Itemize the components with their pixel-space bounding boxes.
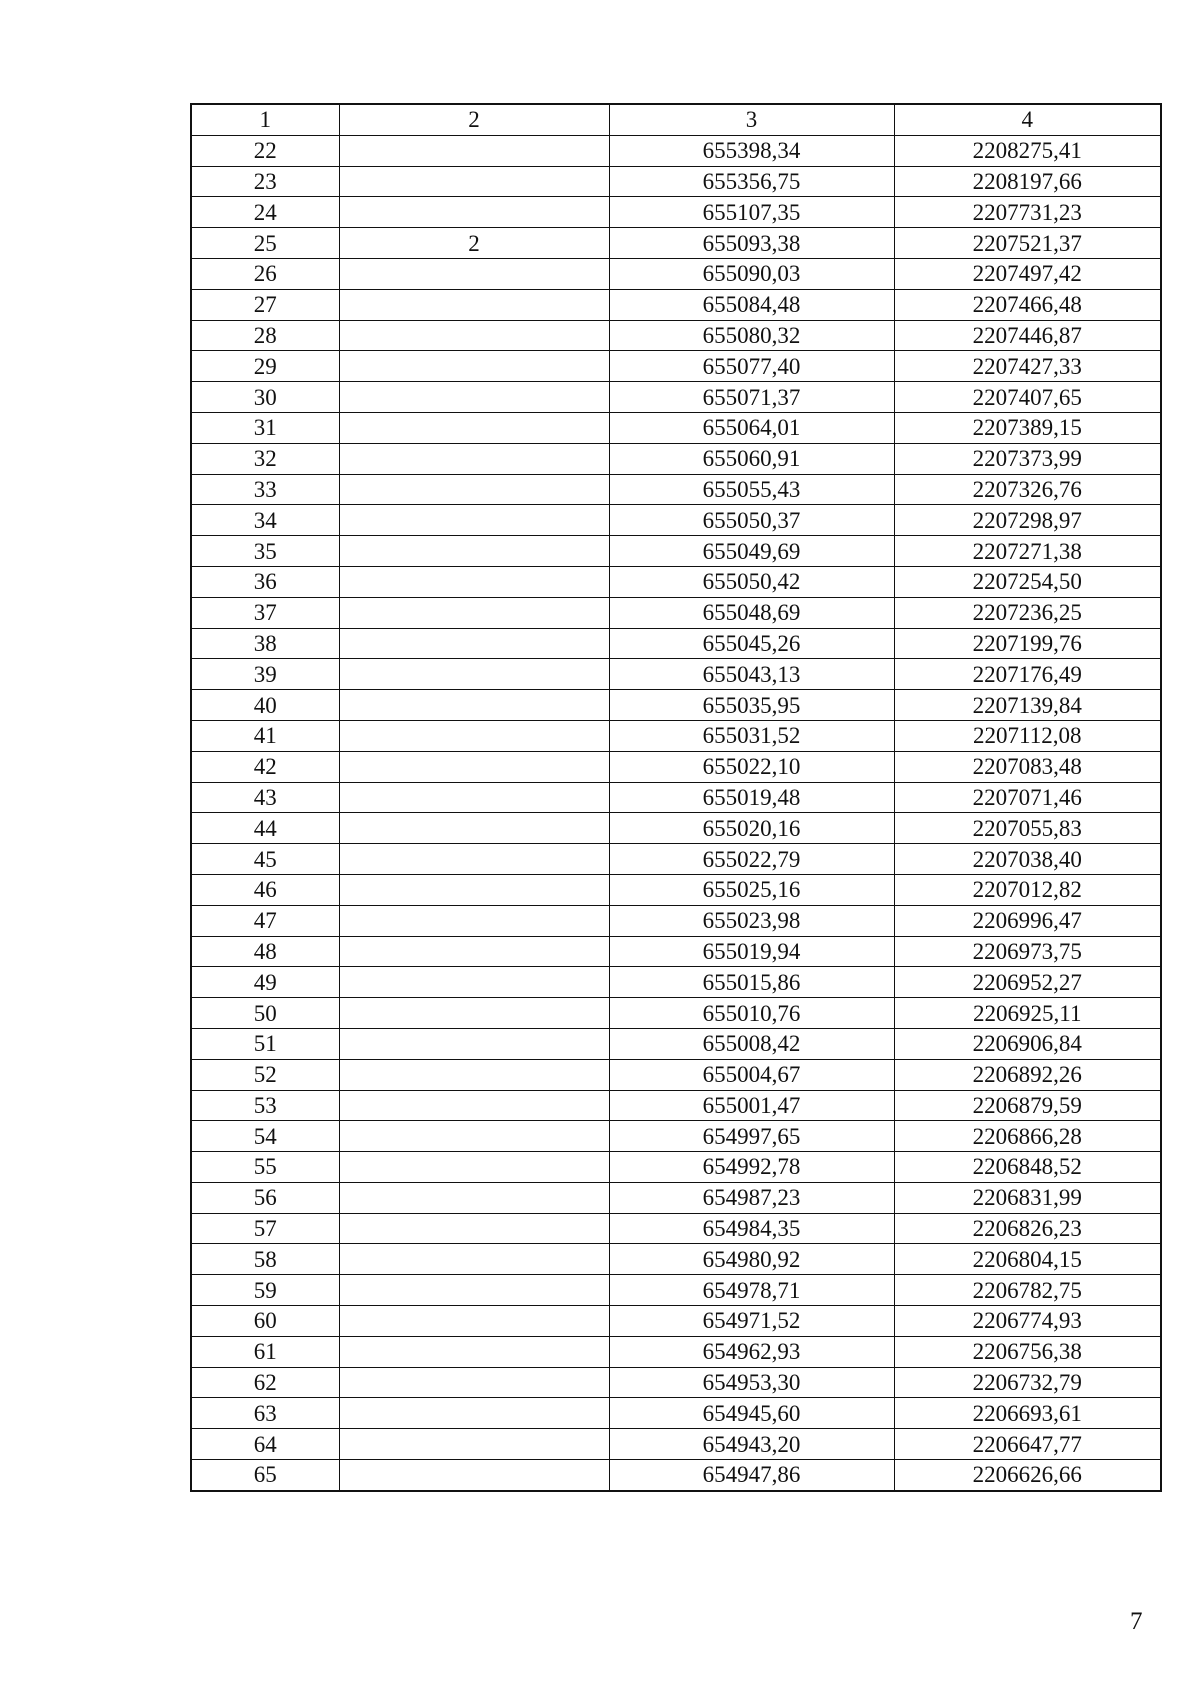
section-cell — [339, 1429, 609, 1460]
section-cell — [339, 1398, 609, 1429]
y-coordinate-cell: 2206996,47 — [894, 905, 1161, 936]
x-coordinate-cell: 655043,13 — [609, 659, 894, 690]
section-cell — [339, 1121, 609, 1152]
table-row — [191, 566, 1161, 597]
point-number-cell: 31 — [191, 412, 339, 443]
y-coordinate-cell: 2207326,76 — [894, 474, 1161, 505]
point-number-cell: 35 — [191, 536, 339, 567]
x-coordinate-cell: 655090,03 — [609, 258, 894, 289]
section-cell — [339, 1336, 609, 1367]
section-cell — [339, 1460, 609, 1491]
y-coordinate-cell: 2207298,97 — [894, 505, 1161, 536]
table-row — [191, 905, 1161, 936]
column-header-1: 1 — [191, 104, 339, 135]
table-row — [191, 844, 1161, 875]
x-coordinate-cell: 654943,20 — [609, 1429, 894, 1460]
section-cell — [339, 782, 609, 813]
point-number-cell: 49 — [191, 967, 339, 998]
y-coordinate-cell: 2207254,50 — [894, 566, 1161, 597]
y-coordinate-cell: 2208197,66 — [894, 166, 1161, 197]
y-coordinate-cell: 2207731,23 — [894, 197, 1161, 228]
y-coordinate-cell: 2206866,28 — [894, 1121, 1161, 1152]
section-cell — [339, 720, 609, 751]
point-number-cell: 54 — [191, 1121, 339, 1152]
point-number-cell: 38 — [191, 628, 339, 659]
point-number-cell: 58 — [191, 1244, 339, 1275]
table-row — [191, 1182, 1161, 1213]
table-row — [191, 690, 1161, 721]
x-coordinate-cell: 655084,48 — [609, 289, 894, 320]
point-number-cell: 41 — [191, 720, 339, 751]
x-coordinate-cell: 655077,40 — [609, 351, 894, 382]
x-coordinate-cell: 654987,23 — [609, 1182, 894, 1213]
x-coordinate-cell: 655064,01 — [609, 412, 894, 443]
point-number-cell: 36 — [191, 566, 339, 597]
table-row — [191, 1244, 1161, 1275]
y-coordinate-cell: 2207055,83 — [894, 813, 1161, 844]
section-cell — [339, 197, 609, 228]
table-row — [191, 1398, 1161, 1429]
section-cell — [339, 505, 609, 536]
y-coordinate-cell: 2206879,59 — [894, 1090, 1161, 1121]
table-row — [191, 166, 1161, 197]
table-row — [191, 320, 1161, 351]
point-number-cell: 24 — [191, 197, 339, 228]
table-row — [191, 1429, 1161, 1460]
table-row — [191, 874, 1161, 905]
section-cell — [339, 1182, 609, 1213]
section-cell — [339, 905, 609, 936]
section-cell — [339, 258, 609, 289]
x-coordinate-cell: 654971,52 — [609, 1306, 894, 1337]
point-number-cell: 22 — [191, 135, 339, 166]
table-row — [191, 536, 1161, 567]
point-number-cell: 30 — [191, 382, 339, 413]
section-cell — [339, 597, 609, 628]
point-number-cell: 44 — [191, 813, 339, 844]
x-coordinate-cell: 655004,67 — [609, 1059, 894, 1090]
y-coordinate-cell: 2206973,75 — [894, 936, 1161, 967]
x-coordinate-cell: 655398,34 — [609, 135, 894, 166]
table-row — [191, 1028, 1161, 1059]
section-cell — [339, 1028, 609, 1059]
y-coordinate-cell: 2207521,37 — [894, 228, 1161, 259]
table-row — [191, 289, 1161, 320]
section-cell — [339, 998, 609, 1029]
y-coordinate-cell: 2206732,79 — [894, 1367, 1161, 1398]
point-number-cell: 34 — [191, 505, 339, 536]
table-row — [191, 135, 1161, 166]
section-cell — [339, 412, 609, 443]
table-row — [191, 1336, 1161, 1367]
section-cell — [339, 690, 609, 721]
section-cell — [339, 1306, 609, 1337]
column-header-3: 3 — [609, 104, 894, 135]
x-coordinate-cell: 654978,71 — [609, 1275, 894, 1306]
x-coordinate-cell: 655035,95 — [609, 690, 894, 721]
point-number-cell: 39 — [191, 659, 339, 690]
x-coordinate-cell: 655019,94 — [609, 936, 894, 967]
section-cell — [339, 967, 609, 998]
y-coordinate-cell: 2207112,08 — [894, 720, 1161, 751]
table-row — [191, 1367, 1161, 1398]
section-cell: 2 — [339, 228, 609, 259]
point-number-cell: 53 — [191, 1090, 339, 1121]
table-row — [191, 443, 1161, 474]
x-coordinate-cell: 655093,38 — [609, 228, 894, 259]
section-cell — [339, 628, 609, 659]
table-row — [191, 813, 1161, 844]
x-coordinate-cell: 655071,37 — [609, 382, 894, 413]
x-coordinate-cell: 655050,42 — [609, 566, 894, 597]
section-cell — [339, 536, 609, 567]
table-row — [191, 1460, 1161, 1491]
x-coordinate-cell: 655022,79 — [609, 844, 894, 875]
coordinates-table — [190, 103, 1162, 1492]
table-row — [191, 505, 1161, 536]
y-coordinate-cell: 2206892,26 — [894, 1059, 1161, 1090]
point-number-cell: 62 — [191, 1367, 339, 1398]
point-number-cell: 29 — [191, 351, 339, 382]
point-number-cell: 26 — [191, 258, 339, 289]
section-cell — [339, 320, 609, 351]
y-coordinate-cell: 2206774,93 — [894, 1306, 1161, 1337]
y-coordinate-cell: 2207083,48 — [894, 751, 1161, 782]
section-cell — [339, 443, 609, 474]
column-header-4: 4 — [894, 104, 1161, 135]
section-cell — [339, 936, 609, 967]
point-number-cell: 27 — [191, 289, 339, 320]
point-number-cell: 56 — [191, 1182, 339, 1213]
table-header-row — [191, 104, 1161, 135]
x-coordinate-cell: 655020,16 — [609, 813, 894, 844]
y-coordinate-cell: 2206647,77 — [894, 1429, 1161, 1460]
section-cell — [339, 474, 609, 505]
x-coordinate-cell: 654947,86 — [609, 1460, 894, 1491]
table-body — [191, 135, 1161, 1491]
x-coordinate-cell: 655022,10 — [609, 751, 894, 782]
y-coordinate-cell: 2207427,33 — [894, 351, 1161, 382]
section-cell — [339, 135, 609, 166]
point-number-cell: 40 — [191, 690, 339, 721]
section-cell — [339, 844, 609, 875]
table-row — [191, 228, 1161, 259]
point-number-cell: 45 — [191, 844, 339, 875]
x-coordinate-cell: 655060,91 — [609, 443, 894, 474]
y-coordinate-cell: 2206756,38 — [894, 1336, 1161, 1367]
y-coordinate-cell: 2207466,48 — [894, 289, 1161, 320]
point-number-cell: 32 — [191, 443, 339, 474]
section-cell — [339, 1275, 609, 1306]
x-coordinate-cell: 654984,35 — [609, 1213, 894, 1244]
column-header-2: 2 — [339, 104, 609, 135]
x-coordinate-cell: 655080,32 — [609, 320, 894, 351]
y-coordinate-cell: 2207139,84 — [894, 690, 1161, 721]
y-coordinate-cell: 2206952,27 — [894, 967, 1161, 998]
point-number-cell: 23 — [191, 166, 339, 197]
table-row — [191, 936, 1161, 967]
x-coordinate-cell: 654962,93 — [609, 1336, 894, 1367]
section-cell — [339, 1244, 609, 1275]
y-coordinate-cell: 2207497,42 — [894, 258, 1161, 289]
table-row — [191, 197, 1161, 228]
x-coordinate-cell: 655001,47 — [609, 1090, 894, 1121]
section-cell — [339, 382, 609, 413]
x-coordinate-cell: 655010,76 — [609, 998, 894, 1029]
point-number-cell: 55 — [191, 1152, 339, 1183]
section-cell — [339, 874, 609, 905]
x-coordinate-cell: 654980,92 — [609, 1244, 894, 1275]
section-cell — [339, 1367, 609, 1398]
point-number-cell: 52 — [191, 1059, 339, 1090]
point-number-cell: 46 — [191, 874, 339, 905]
point-number-cell: 59 — [191, 1275, 339, 1306]
table-row — [191, 474, 1161, 505]
point-number-cell: 50 — [191, 998, 339, 1029]
x-coordinate-cell: 655050,37 — [609, 505, 894, 536]
point-number-cell: 48 — [191, 936, 339, 967]
x-coordinate-cell: 655107,35 — [609, 197, 894, 228]
x-coordinate-cell: 655055,43 — [609, 474, 894, 505]
table-row — [191, 720, 1161, 751]
y-coordinate-cell: 2207446,87 — [894, 320, 1161, 351]
x-coordinate-cell: 655019,48 — [609, 782, 894, 813]
y-coordinate-cell: 2206831,99 — [894, 1182, 1161, 1213]
table-row — [191, 258, 1161, 289]
point-number-cell: 28 — [191, 320, 339, 351]
x-coordinate-cell: 654992,78 — [609, 1152, 894, 1183]
x-coordinate-cell: 655008,42 — [609, 1028, 894, 1059]
x-coordinate-cell: 654997,65 — [609, 1121, 894, 1152]
table-row — [191, 751, 1161, 782]
y-coordinate-cell: 2206626,66 — [894, 1460, 1161, 1491]
x-coordinate-cell: 655025,16 — [609, 874, 894, 905]
point-number-cell: 43 — [191, 782, 339, 813]
point-number-cell: 60 — [191, 1306, 339, 1337]
section-cell — [339, 566, 609, 597]
y-coordinate-cell: 2207389,15 — [894, 412, 1161, 443]
section-cell — [339, 1152, 609, 1183]
point-number-cell: 47 — [191, 905, 339, 936]
y-coordinate-cell: 2207236,25 — [894, 597, 1161, 628]
section-cell — [339, 351, 609, 382]
section-cell — [339, 659, 609, 690]
point-number-cell: 25 — [191, 228, 339, 259]
section-cell — [339, 289, 609, 320]
table-row — [191, 1121, 1161, 1152]
point-number-cell: 63 — [191, 1398, 339, 1429]
section-cell — [339, 1059, 609, 1090]
table-row — [191, 351, 1161, 382]
y-coordinate-cell: 2206848,52 — [894, 1152, 1161, 1183]
table-row — [191, 628, 1161, 659]
table-row — [191, 1059, 1161, 1090]
point-number-cell: 33 — [191, 474, 339, 505]
section-cell — [339, 751, 609, 782]
point-number-cell: 64 — [191, 1429, 339, 1460]
section-cell — [339, 813, 609, 844]
table-row — [191, 998, 1161, 1029]
y-coordinate-cell: 2207199,76 — [894, 628, 1161, 659]
x-coordinate-cell: 655031,52 — [609, 720, 894, 751]
point-number-cell: 57 — [191, 1213, 339, 1244]
x-coordinate-cell: 655023,98 — [609, 905, 894, 936]
table-row — [191, 597, 1161, 628]
y-coordinate-cell: 2206906,84 — [894, 1028, 1161, 1059]
y-coordinate-cell: 2206826,23 — [894, 1213, 1161, 1244]
x-coordinate-cell: 655045,26 — [609, 628, 894, 659]
y-coordinate-cell: 2206804,15 — [894, 1244, 1161, 1275]
table-row — [191, 782, 1161, 813]
x-coordinate-cell: 655015,86 — [609, 967, 894, 998]
table-row — [191, 1152, 1161, 1183]
point-number-cell: 51 — [191, 1028, 339, 1059]
x-coordinate-cell: 655049,69 — [609, 536, 894, 567]
y-coordinate-cell: 2206782,75 — [894, 1275, 1161, 1306]
section-cell — [339, 166, 609, 197]
y-coordinate-cell: 2208275,41 — [894, 135, 1161, 166]
y-coordinate-cell: 2207373,99 — [894, 443, 1161, 474]
x-coordinate-cell: 654945,60 — [609, 1398, 894, 1429]
y-coordinate-cell: 2206693,61 — [894, 1398, 1161, 1429]
x-coordinate-cell: 654953,30 — [609, 1367, 894, 1398]
section-cell — [339, 1090, 609, 1121]
table-row — [191, 1213, 1161, 1244]
point-number-cell: 65 — [191, 1460, 339, 1491]
table-row — [191, 412, 1161, 443]
y-coordinate-cell: 2207012,82 — [894, 874, 1161, 905]
y-coordinate-cell: 2206925,11 — [894, 998, 1161, 1029]
y-coordinate-cell: 2207176,49 — [894, 659, 1161, 690]
table-row — [191, 967, 1161, 998]
page-number: 7 — [1130, 1608, 1143, 1635]
section-cell — [339, 1213, 609, 1244]
point-number-cell: 42 — [191, 751, 339, 782]
table-row — [191, 382, 1161, 413]
point-number-cell: 61 — [191, 1336, 339, 1367]
table-row — [191, 1275, 1161, 1306]
y-coordinate-cell: 2207038,40 — [894, 844, 1161, 875]
table-row — [191, 1090, 1161, 1121]
table-row — [191, 1306, 1161, 1337]
y-coordinate-cell: 2207071,46 — [894, 782, 1161, 813]
x-coordinate-cell: 655356,75 — [609, 166, 894, 197]
y-coordinate-cell: 2207271,38 — [894, 536, 1161, 567]
table-row — [191, 659, 1161, 690]
x-coordinate-cell: 655048,69 — [609, 597, 894, 628]
point-number-cell: 37 — [191, 597, 339, 628]
y-coordinate-cell: 2207407,65 — [894, 382, 1161, 413]
